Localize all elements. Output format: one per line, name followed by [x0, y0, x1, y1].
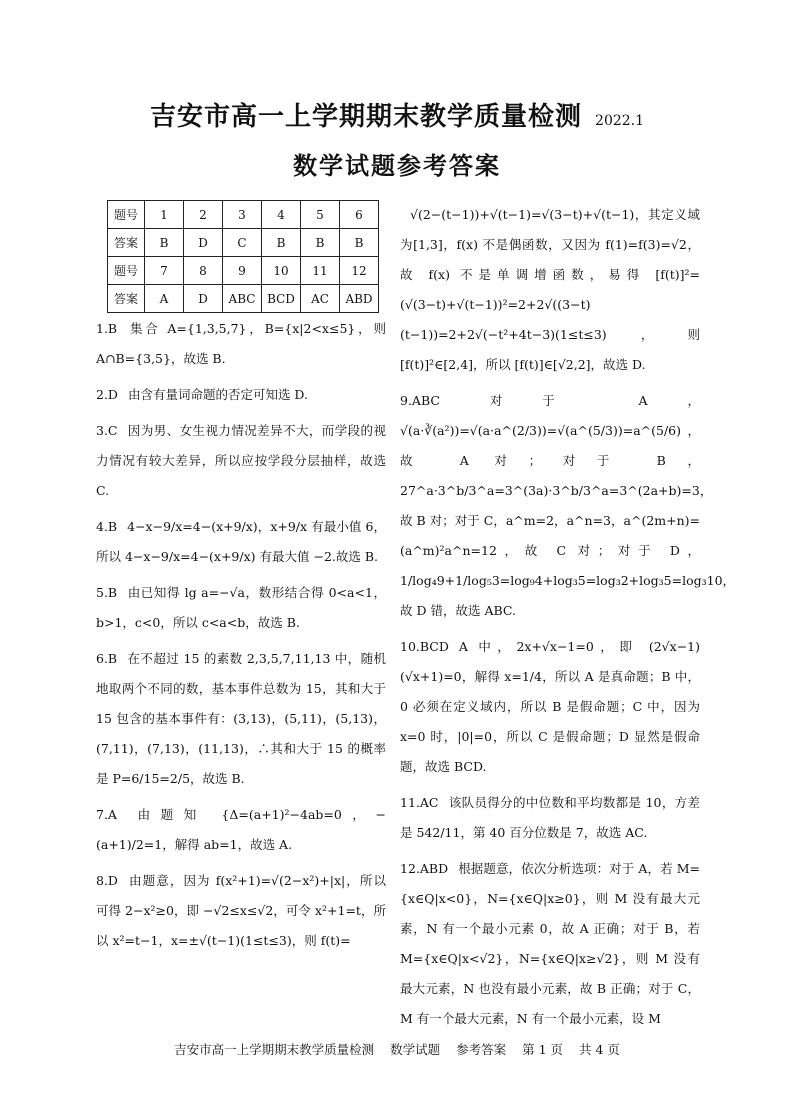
- solution-item: [400, 632, 700, 782]
- solution-text: 由含有量词命题的否定可知选 D.: [127, 387, 308, 402]
- solution-text: 由已知得 lg a=−√a，数形结合得 0<a<1，b>1，c<0，所以 c<a<b，故选 B.: [96, 585, 386, 630]
- solution-item: [400, 788, 700, 848]
- table-cell: 题号: [108, 201, 145, 229]
- table-cell: A: [145, 285, 184, 313]
- table-cell: B: [301, 229, 340, 257]
- solution-number: 10.BCD: [400, 639, 449, 654]
- solution-number: 3.C: [96, 423, 118, 438]
- solution-number: 12.ABD: [400, 861, 449, 876]
- solution-item: [96, 866, 386, 956]
- table-cell: 5: [301, 201, 340, 229]
- solution-text: 集合 A={1,3,5,7}，B={x|2<x≤5}，则 A∩B={3,5}，故选 B.: [96, 321, 386, 366]
- document-title: 吉安市高一上学期期末教学质量检测: [149, 102, 582, 132]
- table-cell: 8: [184, 257, 223, 285]
- solution-number: 11.AC: [400, 795, 439, 810]
- solution-item: [96, 380, 386, 410]
- table-row: [108, 285, 379, 313]
- table-cell: ABD: [340, 285, 379, 313]
- solution-text: 根据题意，依次分析选项：对于 A，若 M={x∈Q|x<0}，N={x∈Q|x≥0}，则 M 没有最大元素，N 有一个最小元素 0，故 A 正确；对于 B，若 M={x∈Q|x<√2}，N={x∈Q|x≥√2}，则 M 没有最大元素，N 也没有最小元素，故 B 正确；对于 C，M 有一个最大元素，N 有一个最小元素，设 M: [400, 861, 700, 1026]
- footer-total-pages: 共 4 页: [578, 1042, 620, 1057]
- table-cell: D: [184, 229, 223, 257]
- table-cell: D: [184, 285, 223, 313]
- solution-number: 2.D: [96, 387, 118, 402]
- table-cell: B: [262, 229, 301, 257]
- solution-item: [96, 314, 386, 374]
- solution-item: [96, 512, 386, 572]
- table-cell: 12: [340, 257, 379, 285]
- solution-text: 因为男、女生视力情况差异不大，而学段的视力情况有较大差异，所以应按学段分层抽样，故选 C.: [96, 423, 386, 498]
- solution-text: √(2−(t−1))+√(t−1)=√(3−t)+√(t−1)，其定义域为[1,3]，f(x) 不是偶函数，又因为 f(1)=f(3)=√2，故 f(x) 不是单调增函数，易得 [f(t)]²=(√(3−t)+√(t−1))²=2+2√((3−t)(t−1))=2+2√(−t²+4t−3)(1≤t≤3)，则 [f(t)]²∈[2,4]，所以 [f(t)]∈[√2,2]，故选 D.: [400, 207, 700, 372]
- table-row: [108, 229, 379, 257]
- table-cell: C: [223, 229, 262, 257]
- table-cell: B: [145, 229, 184, 257]
- solution-number: 4.B: [96, 519, 118, 534]
- solution-item: [96, 578, 386, 638]
- solution-text: 4−x−9/x=4−(x+9/x)，x+9/x 有最小值 6，所以 4−x−9/x=4−(x+9/x) 有最大值 −2.故选 B.: [96, 519, 386, 564]
- solution-number: 1.B: [96, 321, 118, 336]
- solution-item: [400, 200, 700, 380]
- right-column: [400, 200, 736, 1040]
- solution-item: [400, 386, 736, 626]
- solution-text: 该队员得分的中位数和平均数都是 10，方差是 542/11，第 40 百分位数是 7，故选 AC.: [400, 795, 700, 840]
- left-column: [96, 314, 386, 962]
- document-subtitle: 数学试题参考答案: [293, 152, 501, 180]
- footer-page-number: 第 1 页: [522, 1042, 563, 1057]
- document-title-block: [0, 96, 794, 133]
- page-footer: [0, 1040, 794, 1058]
- solution-item: [400, 854, 700, 1034]
- table-cell: 答案: [108, 285, 145, 313]
- solution-item: [96, 416, 386, 506]
- answer-table: [107, 200, 379, 313]
- table-cell: 3: [223, 201, 262, 229]
- footer-doc-type: 参考答案: [456, 1042, 507, 1057]
- table-cell: B: [340, 229, 379, 257]
- table-cell: 题号: [108, 257, 145, 285]
- solution-number: 8.D: [96, 873, 118, 888]
- footer-subject: 数学试题: [390, 1042, 441, 1057]
- table-cell: 10: [262, 257, 301, 285]
- table-cell: 11: [301, 257, 340, 285]
- solution-number: 5.B: [96, 585, 118, 600]
- table-cell: 9: [223, 257, 262, 285]
- solution-item: [96, 644, 386, 794]
- solution-item: [96, 800, 386, 860]
- table-cell: 6: [340, 201, 379, 229]
- table-cell: 2: [184, 201, 223, 229]
- table-row: [108, 257, 379, 285]
- solution-text: 由题知 {Δ=(a+1)²−4ab=0，−(a+1)/2=1，解得 ab=1，故选 A.: [96, 807, 386, 852]
- table-cell: ABC: [223, 285, 262, 313]
- solution-text: 在不超过 15 的素数 2,3,5,7,11,13 中，随机地取两个不同的数，基本事件总数为 15，其和大于 15 包含的基本事件有：(3,13)，(5,11)，(5,13)，(7,11)，(7,13)，(11,13)，∴其和大于 15 的概率是 P=6/15=2/5，故选 B.: [96, 651, 386, 786]
- solution-text: 由题意，因为 f(x²+1)=√(2−x²)+|x|，所以可得 2−x²≥0，即 −√2≤x≤√2，可令 x²+1=t，所以 x²=t−1，x=±√(t−1)(1≤t≤3)，则 f(t)=: [96, 873, 386, 948]
- solution-text: 对于 A，√(a·∛(a²))=√(a·a^(2/3))=√(a^(5/3))=a^(5/6)，故 A 对；对于 B，27^a·3^b/3^a=3^(3a)·3^b/3^a=3^(2a+b)=3，故 B 对；对于 C，a^m=2，a^n=3，a^(2m+n)=(a^m)²a^n=12，故 C 对；对于 D，1/log₄9+1/log₅3=log₉4+log₃5=log₃2+log₃5=log₃10，故 D 错，故选 ABC.: [400, 393, 736, 618]
- solution-number: 7.A: [96, 807, 117, 822]
- table-cell: AC: [301, 285, 340, 313]
- solution-number: 9.ABC: [400, 393, 440, 408]
- solution-text: A 中，2x+√x−1=0，即 (2√x−1)(√x+1)=0，解得 x=1/4，所以 A 是真命题；B 中，0 必须在定义域内，所以 B 是假命题；C 中，因为 x=0 时，|0|=0，所以 C 是假命题；D 显然是假命题，故选 BCD.: [400, 639, 700, 774]
- table-cell: 1: [145, 201, 184, 229]
- table-cell: 答案: [108, 229, 145, 257]
- document-date: 2022.1: [595, 113, 645, 129]
- table-row: [108, 201, 379, 229]
- solution-number: 6.B: [96, 651, 118, 666]
- table-cell: 4: [262, 201, 301, 229]
- table-cell: BCD: [262, 285, 301, 313]
- footer-title: 吉安市高一上学期期末教学质量检测: [174, 1042, 375, 1057]
- table-cell: 7: [145, 257, 184, 285]
